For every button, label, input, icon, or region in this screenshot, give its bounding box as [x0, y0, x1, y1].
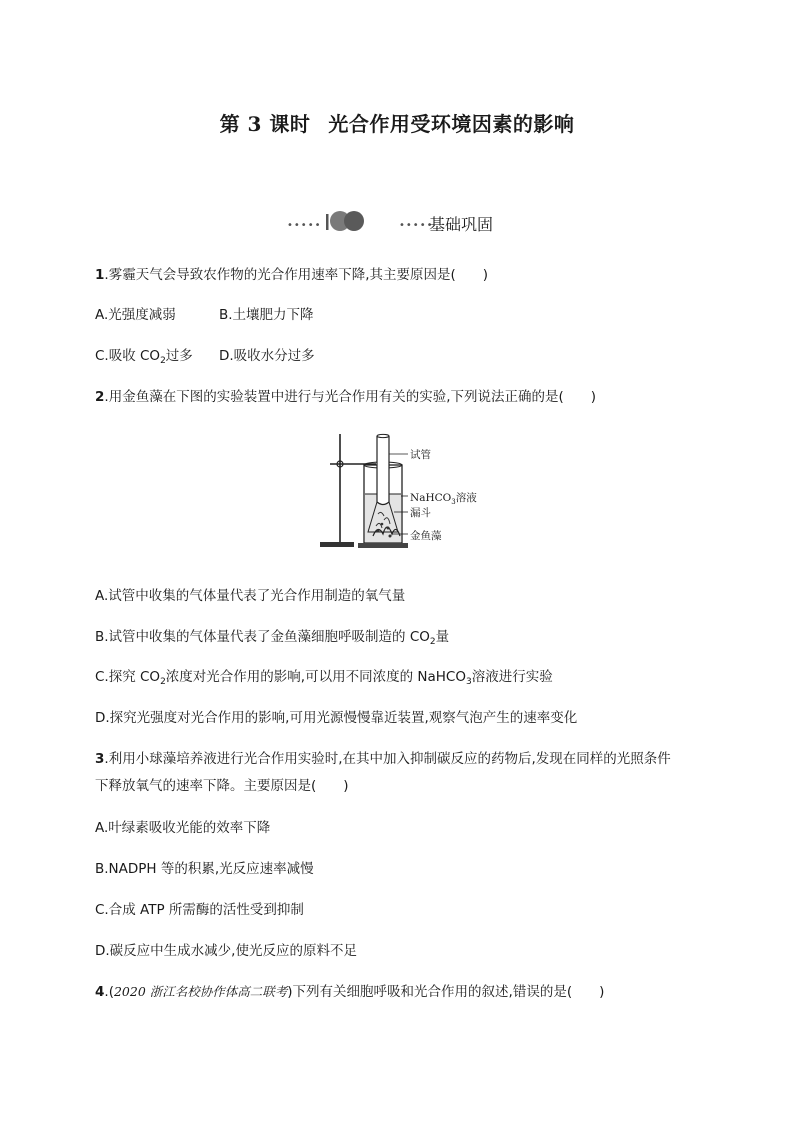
question-1-options-ab: [95, 305, 314, 325]
title-lesson: 第 3 课时: [219, 112, 311, 136]
question-1-stem: [95, 265, 488, 285]
question-source: 2020 浙江名校协作体高二联考: [113, 984, 288, 999]
question-1-options-cd: [95, 346, 315, 371]
apparatus-figure: [318, 432, 477, 554]
option-b: B.土壤肥力下降: [219, 307, 314, 323]
question-text: )下列有关细胞呼吸和光合作用的叙述,错误的是( ): [287, 984, 605, 1000]
question-number: 2: [95, 389, 105, 405]
section-label: 基础巩固: [429, 215, 494, 234]
question-text: .用金鱼藻在下图的实验装置中进行与光合作用有关的实验,下列说法正确的是( ): [104, 389, 597, 405]
question-text: .利用小球藻培养液进行光合作用实验时,在其中加入抑制碳反应的药物后,发现在同样的光照条件: [104, 751, 671, 767]
title-topic: 光合作用受环境因素的影响: [328, 112, 575, 136]
question-3-option-c: C.合成 ATP 所需酶的活性受到抑制: [95, 902, 304, 918]
option-a: A.光强度减弱: [95, 307, 176, 323]
label-plant: 金鱼藻: [410, 530, 442, 542]
question-text: .雾霾天气会导致农作物的光合作用速率下降,其主要原因是( ): [104, 267, 489, 283]
label-funnel: 漏斗: [410, 507, 431, 519]
dots-decoration-2: •••••: [399, 220, 434, 231]
question-3-option-d: D.碳反应中生成水减少,使光反应的原料不足: [95, 943, 357, 959]
circles-decoration-icon: [323, 208, 369, 234]
question-number: 1: [95, 267, 105, 283]
section-banner: [287, 208, 527, 238]
question-4-stem: 4.(2020 浙江名校协作体高二联考)下列有关细胞呼吸和光合作用的叙述,错误的是( ): [95, 984, 605, 1000]
question-3-option-a: A.叶绿素吸收光能的效率下降: [95, 820, 271, 836]
dots-decoration: •••••: [287, 220, 322, 231]
option-d: D.吸收水分过多: [219, 348, 315, 364]
question-2-option-a: A.试管中收集的气体量代表了光合作用制造的氧气量: [95, 588, 406, 604]
question-number: 3: [95, 751, 105, 767]
question-3-stem-line-1: [95, 749, 671, 769]
question-2-option-c: C.探究 $CO_2$浓度对光合作用的影响,可以用不同浓度的 NaHCO$_3$溶液进行实验: [95, 669, 553, 687]
label-test-tube: 试管: [410, 449, 431, 461]
question-3-option-b: B.NADPH 等的积累,光反应速率减慢: [95, 861, 314, 877]
question-number: 4: [95, 984, 105, 1000]
page-title: [0, 108, 794, 137]
label-solution: NaHCO$_3$溶液: [410, 492, 477, 506]
question-2-stem: [95, 387, 596, 407]
question-2-option-d: D.探究光强度对光合作用的影响,可用光源慢慢靠近装置,观察气泡产生的速率变化: [95, 710, 578, 726]
question-2-option-b: B.试管中收集的气体量代表了金鱼藻细胞呼吸制造的 $CO_2$量: [95, 629, 450, 647]
option-c: C.吸收 $CO_2$过多: [95, 348, 193, 366]
question-3-stem-line-2: 下释放氧气的速率下降。主要原因是( ): [95, 778, 349, 794]
